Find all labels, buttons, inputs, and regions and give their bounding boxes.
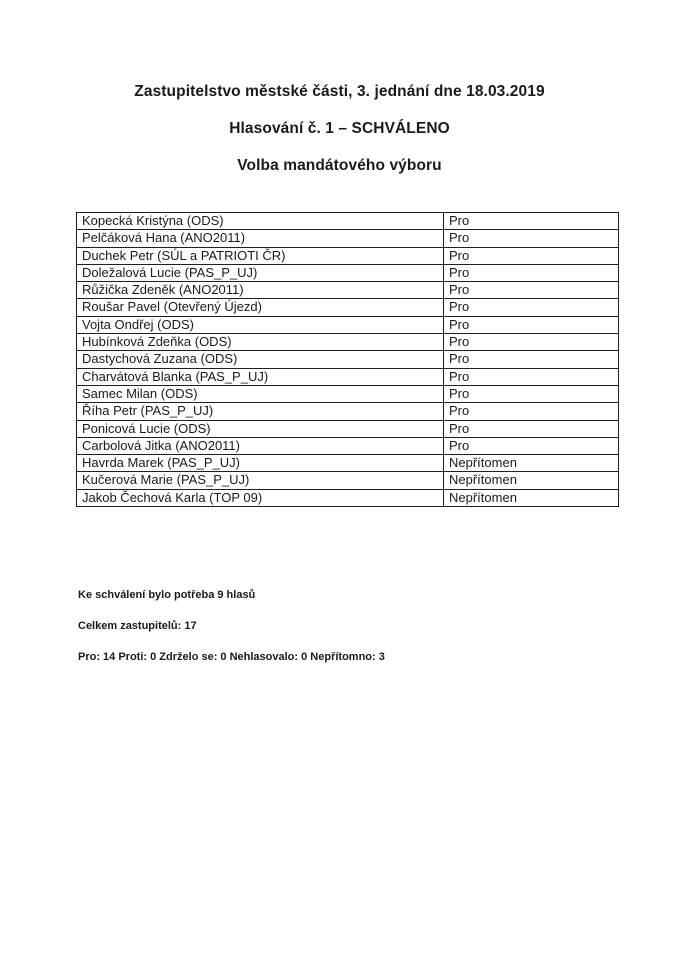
summary-required-votes: Ke schválení bylo potřeba 9 hlasů [78, 589, 256, 601]
member-name-cell: Růžička Zdeněk (ANO2011) [77, 282, 444, 299]
vote-subject-title: Volba mandátového výboru [237, 157, 442, 174]
member-name-cell: Hubínková Zdeňka (ODS) [77, 334, 444, 351]
member-name-cell: Doležalová Lucie (PAS_P_UJ) [77, 264, 444, 281]
document-header [0, 82, 679, 193]
table-row [77, 351, 619, 368]
vote-cell: Pro [444, 316, 619, 333]
member-name-cell: Carbolová Jitka (ANO2011) [77, 437, 444, 454]
vote-summary [78, 588, 608, 681]
voting-table [76, 212, 619, 507]
vote-cell: Pro [444, 247, 619, 264]
member-name-cell: Roušar Pavel (Otevřený Újezd) [77, 299, 444, 316]
member-name-cell: Říha Petr (PAS_P_UJ) [77, 403, 444, 420]
vote-cell: Pro [444, 385, 619, 402]
table-row [77, 299, 619, 316]
meeting-title: Zastupitelstvo městské části, 3. jednání dne 18.03.2019 [134, 83, 545, 100]
vote-cell: Pro [444, 282, 619, 299]
summary-vote-counts: Pro: 14 Proti: 0 Zdrželo se: 0 Nehlasovalo: 0 Nepřítomno: 3 [78, 651, 385, 663]
member-name-cell: Ponicová Lucie (ODS) [77, 420, 444, 437]
summary-total-members: Celkem zastupitelů: 17 [78, 620, 197, 632]
table-row [77, 403, 619, 420]
vote-cell: Pro [444, 420, 619, 437]
member-name-cell: Havrda Marek (PAS_P_UJ) [77, 455, 444, 472]
member-name-cell: Vojta Ondřej (ODS) [77, 316, 444, 333]
table-row [77, 282, 619, 299]
table-row [77, 437, 619, 454]
table-row [77, 385, 619, 402]
vote-cell: Nepřítomen [444, 472, 619, 489]
vote-cell: Pro [444, 368, 619, 385]
vote-cell: Nepřítomen [444, 455, 619, 472]
member-name-cell: Samec Milan (ODS) [77, 385, 444, 402]
table-row [77, 334, 619, 351]
table-row [77, 489, 619, 506]
table-row [77, 264, 619, 281]
member-name-cell: Kučerová Marie (PAS_P_UJ) [77, 472, 444, 489]
table-row [77, 368, 619, 385]
vote-cell: Pro [444, 264, 619, 281]
vote-cell: Pro [444, 334, 619, 351]
vote-cell: Nepřítomen [444, 489, 619, 506]
table-row [77, 247, 619, 264]
vote-cell: Pro [444, 299, 619, 316]
vote-number-title: Hlasování č. 1 – SCHVÁLENO [229, 120, 450, 137]
member-name-cell: Kopecká Kristýna (ODS) [77, 213, 444, 230]
vote-cell: Pro [444, 403, 619, 420]
vote-cell: Pro [444, 351, 619, 368]
member-name-cell: Charvátová Blanka (PAS_P_UJ) [77, 368, 444, 385]
vote-cell: Pro [444, 213, 619, 230]
table-row [77, 455, 619, 472]
voting-table-body [77, 213, 619, 507]
member-name-cell: Dastychová Zuzana (ODS) [77, 351, 444, 368]
member-name-cell: Duchek Petr (SÚL a PATRIOTI ČR) [77, 247, 444, 264]
member-name-cell: Pelčáková Hana (ANO2011) [77, 230, 444, 247]
table-row [77, 472, 619, 489]
vote-cell: Pro [444, 230, 619, 247]
table-row [77, 230, 619, 247]
vote-cell: Pro [444, 437, 619, 454]
table-row [77, 213, 619, 230]
table-row [77, 316, 619, 333]
member-name-cell: Jakob Čechová Karla (TOP 09) [77, 489, 444, 506]
table-row [77, 420, 619, 437]
